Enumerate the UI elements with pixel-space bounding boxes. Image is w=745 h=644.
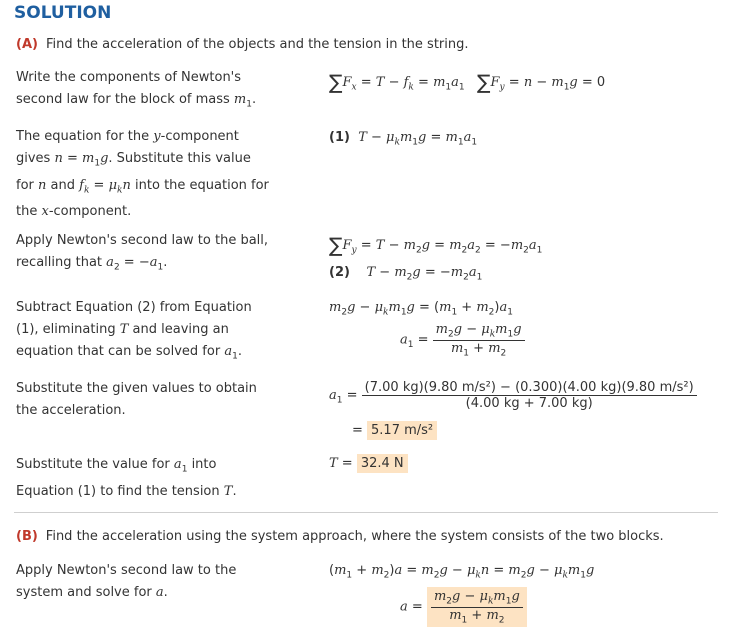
step-3-description: Apply Newton's second law to the ball, recalling that $a_2 = -a_1$. <box>16 233 269 273</box>
a1-result: = 5.17 m/s² <box>352 423 437 438</box>
part-b-label: (B) <box>16 529 38 544</box>
step-1-line-2: second law for the block of mass <box>16 92 230 107</box>
equation-a1-numeric: $a_1$ = $\frac{\text{(7.00 kg)(9.80 m/s²) − (0.300)(4.00 kg)(9.80 m/s²)}}{(4.00 kg + 7.00 kg)}$ <box>329 380 697 411</box>
numeric-denominator: (4.00 kg + 7.00 kg) <box>465 396 593 411</box>
step-2-description: The equation for the y-component gives $n = m_1g$. Substitute this value for n and $f_k = \mu_kn$ into the equation for the x-component. <box>16 129 269 220</box>
tension-result: T = 32.4 N <box>329 456 408 471</box>
solution-title: SOLUTION <box>14 3 112 23</box>
step-4-description: Subtract Equation (2) from Equation (1), eliminating T and leaving an equation that can be solved for $a_1$. <box>16 300 252 362</box>
part-b-text: Find the acceleration using the system approach, where the system consists of the two blocks. <box>45 529 664 544</box>
step-6-description: Substitute the value for $a_1$ into Equation (1) to find the tension T. <box>16 457 237 499</box>
a1-result-value: 5.17 m/s² <box>367 421 437 440</box>
equation-a1-symbolic: $a_1$ = $\frac{m_2g - \mu_km_1g}{m_1 + m_2}$ <box>400 322 525 358</box>
equation-newton-components: $\sum F_x = T - f_k = m_1a_1$ $\sum F_y = n - m_1g = 0$ <box>329 70 606 94</box>
equation-ball: $\sum F_y = T - m_2g = m_2a_2 = -m_2a_1$ <box>329 233 543 257</box>
equation-1: (1) $T - \mu_km_1g = m_1a_1$ <box>329 130 478 148</box>
section-divider <box>14 512 718 513</box>
tension-result-value: 32.4 N <box>357 454 408 473</box>
equation-a-system: a = $\frac{m_2g - \mu_km_1g}{m_1 + m_2}$ <box>400 587 527 627</box>
part-b-header <box>16 529 664 544</box>
step-7-description: Apply Newton's second law to the system and solve for a. <box>16 563 237 600</box>
part-a-text: Find the acceleration of the objects and the tension in the string. <box>45 37 469 52</box>
equation-subtracted: $m_2g - \mu_km_1g = (m_1 + m_2)a_1$ <box>329 300 513 318</box>
step-1-description: Write the components of Newton's second law for the block of mass $m_1$. <box>16 67 256 116</box>
numeric-numerator: (7.00 kg)(9.80 m/s²) − (0.300)(4.00 kg)(9.80 m/s²) <box>362 380 697 396</box>
step-5-description: Substitute the given values to obtain the acceleration. <box>16 381 257 418</box>
step-1-line-1: Write the components of Newton's <box>16 70 242 85</box>
part-a-header <box>16 37 469 52</box>
equation-2: (2) $T - m_2g = -m_2a_1$ <box>329 265 483 283</box>
equation-system: $(m_1 + m_2)a = m_2g - \mu_kn = m_2g - \mu_km_1g$ <box>329 563 595 581</box>
part-a-label: (A) <box>16 37 38 52</box>
